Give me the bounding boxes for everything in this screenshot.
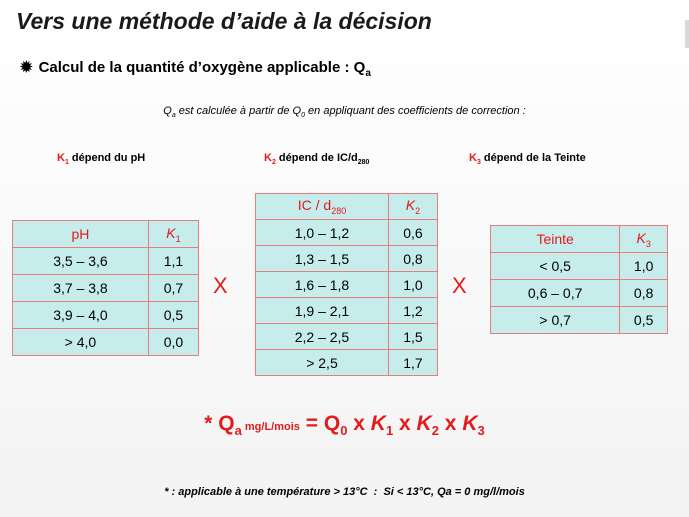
formula-star-q: * Q [204,412,235,435]
formula-x2: x [393,412,417,435]
k1-heading-text: dépend du pH [68,152,146,164]
table-row [491,253,668,280]
range-cell: 1,9 – 2,1 [256,298,389,324]
table-row [256,272,438,298]
table-row [256,350,438,376]
range-cell: 3,7 – 3,8 [13,275,149,302]
value-cell: 0,6 [388,220,437,246]
table-header-row [256,194,438,220]
formula-eq: = Q [299,412,341,435]
k3-col-sub: 3 [645,238,651,249]
k3-heading-k: K [469,152,477,164]
ic-col-header [256,194,389,220]
intro-part1: est calculée à partir de Q [175,105,302,117]
table-header-row [13,221,199,248]
table-header-row [491,226,668,253]
table-row [491,307,668,334]
multiply-sign-1: X [213,273,228,298]
ph-table [12,220,199,356]
value-cell: 1,0 [388,272,437,298]
k1-heading-sub: 1 [64,159,69,167]
k2-heading-sub: 2 [271,159,276,167]
k3-heading-text: dépend de la Teinte [480,152,586,164]
range-cell: 0,6 – 0,7 [491,280,620,307]
k3-heading-sub: 3 [476,159,481,167]
table-row [256,246,438,272]
table-row [13,275,199,302]
value-cell: 0,5 [620,307,668,334]
teinte-col-header: Teinte [491,226,620,253]
k3-heading [469,152,586,166]
intro-q-sub: a [171,112,176,120]
formula-x1: x [347,412,371,435]
table-row [13,248,199,275]
range-cell: > 2,5 [256,350,389,376]
range-cell: 1,0 – 1,2 [256,220,389,246]
k2-heading [264,152,369,166]
formula-x3: x [438,412,463,435]
section-heading [20,58,371,79]
ph-col-header: pH [13,221,149,248]
table-row [13,302,199,329]
intro-q0-sub: 0 [301,112,305,120]
range-cell: 3,9 – 4,0 [13,302,149,329]
formula-unit: mg/L/mois [241,421,300,433]
value-cell: 0,0 [148,329,198,356]
value-cell: 0,8 [388,246,437,272]
formula-q0-sub: 0 [340,423,348,439]
range-cell: > 4,0 [13,329,149,356]
intro-q: Q [163,105,172,117]
k3-col-header [620,226,668,253]
table-row [491,280,668,307]
range-cell: 1,6 – 1,8 [256,272,389,298]
range-cell: < 0,5 [491,253,620,280]
formula-k2-sub: 2 [431,423,439,439]
k1-col-header [148,221,198,248]
page-title: Vers une méthode d’aide à la décision [16,8,432,34]
k2-heading-k: K [264,152,272,164]
formula-k3: K [462,412,478,435]
formula-k2: K [416,412,432,435]
value-cell: 1,2 [388,298,437,324]
value-cell: 1,0 [620,253,668,280]
footnote: * : applicable à une température > 13°C : Si < 13°C, Qa = 0 mg/l/mois [164,486,525,498]
table-row [256,220,438,246]
ic-table [255,193,438,376]
table-row [256,298,438,324]
formula [0,412,689,438]
multiply-sign-2: X [452,273,467,298]
table-row [256,324,438,350]
k1-col-k: K [166,224,176,241]
ic-col-text: IC / d [297,197,332,214]
value-cell: 0,8 [620,280,668,307]
range-cell: 2,2 – 2,5 [256,324,389,350]
table-row [13,329,199,356]
value-cell: 1,5 [388,324,437,350]
formula-k1: K [370,412,386,435]
k1-heading-k: K [57,152,65,164]
formula-k3-sub: 3 [477,423,485,439]
formula-k1-sub: 1 [385,423,394,439]
k2-col-sub: 2 [415,205,421,216]
star-bullet-icon: ✹ [20,59,33,76]
value-cell: 1,1 [148,248,198,275]
k1-col-sub: 1 [175,233,181,244]
k3-col-k: K [636,229,646,246]
range-cell: > 0,7 [491,307,620,334]
value-cell: 1,7 [388,350,437,376]
ic-col-sub: 280 [331,205,347,216]
intro-text [0,105,689,119]
teinte-table [490,225,668,334]
value-cell: 0,5 [148,302,198,329]
intro-part2: en appliquant des coefficients de correction : [304,105,526,117]
section-heading-sub: a [365,68,371,79]
k2-heading-text: dépend de IC/d [275,152,358,164]
section-heading-text: Calcul de la quantité d’oxygène applicable : Q [38,59,366,76]
range-cell: 3,5 – 3,6 [13,248,149,275]
formula-qa-sub: a [234,423,242,439]
value-cell: 0,7 [148,275,198,302]
k2-col-header [388,194,437,220]
range-cell: 1,3 – 1,5 [256,246,389,272]
k1-heading [57,152,145,166]
k2-col-k: K [405,197,416,214]
edge-decoration [685,20,689,48]
k2-heading-text-sub: 280 [357,159,370,167]
